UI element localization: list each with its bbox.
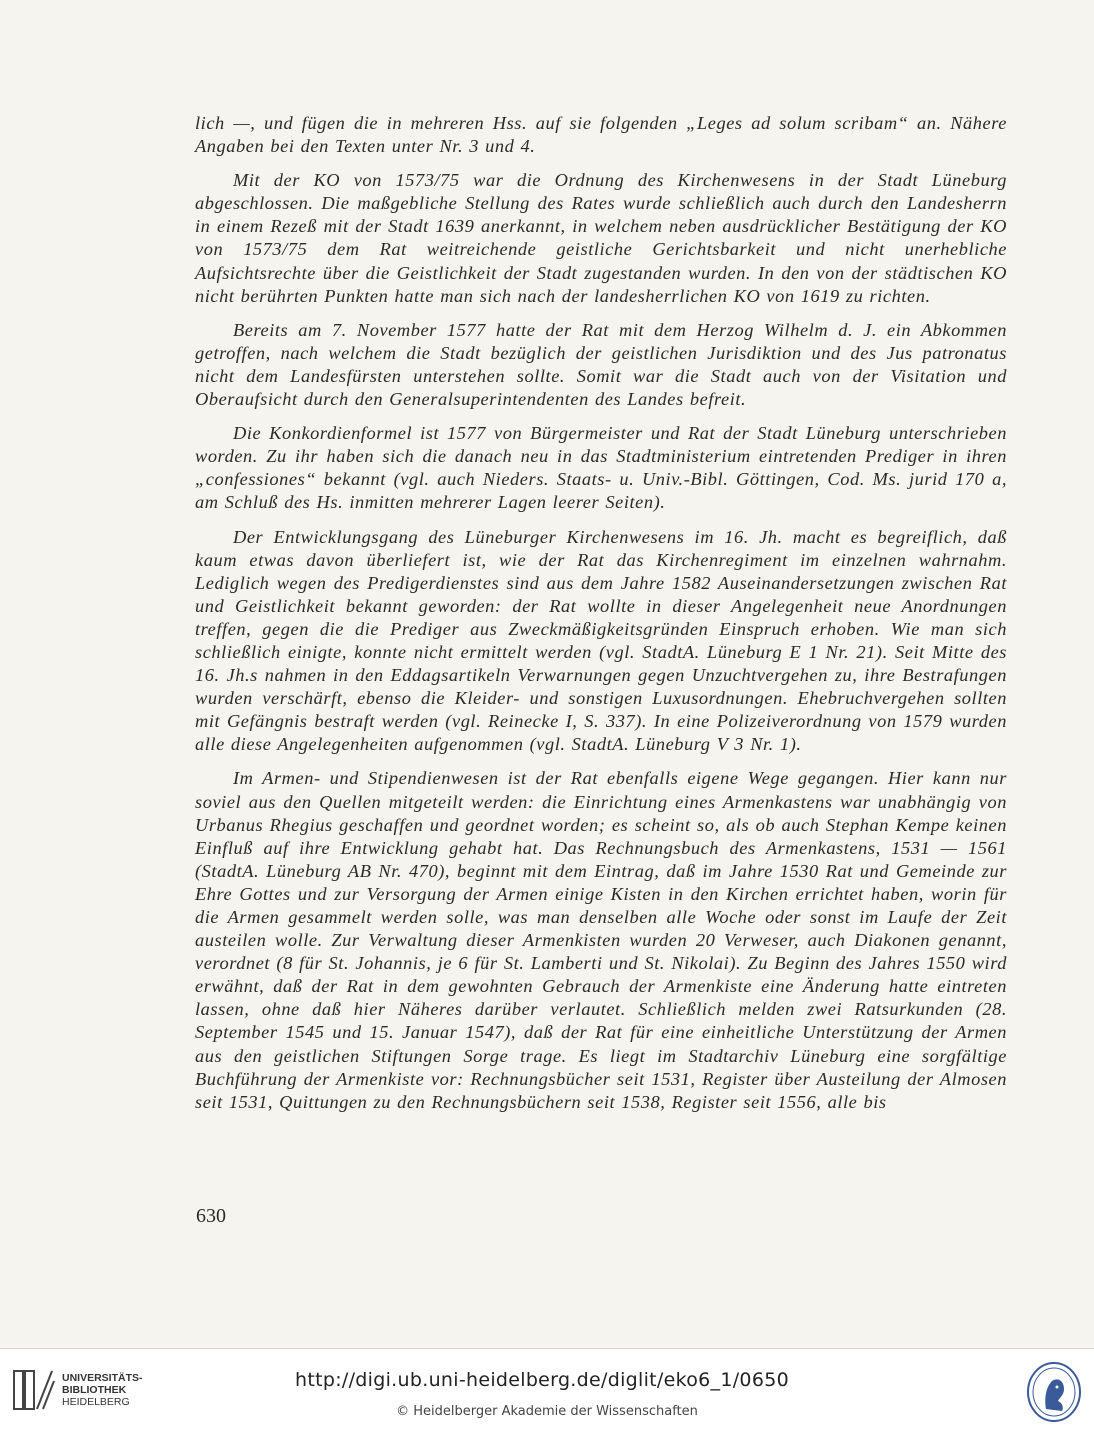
academy-seal-icon	[1026, 1361, 1082, 1423]
paragraph-3: Bereits am 7. November 1577 hatte der Rat mit dem Herzog Wilhelm d. J. ein Abkommen getroffen, nach welchem die Stadt bezüglich der geistlichen Jurisdiktion und des Jus patronatus nicht dem Landesfürsten unterstehen sollte. Somit war die Stadt auch von der Visitation und Oberaufsicht durch den Generalsuperintendenten des Landes befreit.	[195, 319, 1007, 410]
paragraph-4: Die Konkordienformel ist 1577 von Bürgermeister und Rat der Stadt Lüneburg unterschrieben worden. Zu ihr haben sich die danach neu in das Stadtministerium eintretenden Prediger in ihren „confessiones“ bekannt (vgl. auch Nieders. Staats- u. Univ.-Bibl. Göttingen, Cod. Ms. jurid 170 a, am Schluß des Hs. inmitten mehrerer Lagen leerer Seiten).	[195, 423, 1007, 513]
permalink-url[interactable]: http://digi.ub.uni-heidelberg.de/diglit/eko6_1/0650	[295, 1369, 789, 1391]
paragraph-2: Mit der KO von 1573/75 war die Ordnung des Kirchenwesens in der Stadt Lüneburg abgeschlossen. Die maßgebliche Stellung des Rates wurde schließlich auch durch den Landesherrn in einem Rezeß mit der Stadt 1639 anerkannt, in welchem neben ausdrücklicher Bestätigung der KO von 1573/75 dem Rat weitreichende geistliche Gerichtsbarkeit und nicht unerhebliche Aufsichtsrechte über die Geistlichkeit der Stadt zugestanden wurden. In den von der städtischen KO nicht berührten Punkten hatte man sich nach der landesherrlichen KO von 1619 zu richten.	[195, 170, 1007, 306]
paragraph-1: lich —, und fügen die in mehreren Hss. auf sie folgenden „Leges ad solum scribam“ an. Nähere Angaben bei den Texten unter Nr. 3 und 4.	[195, 113, 1007, 157]
footer-bar	[0, 1348, 1094, 1432]
library-name-line1: UNIVERSITÄTS-	[62, 1372, 143, 1384]
paragraph-6: Im Armen- und Stipendienwesen ist der Rat ebenfalls eigene Wege gegangen. Hier kann nur soviel aus den Quellen mitgeteilt werden: die Einrichtung eines Armenkastens war unabhängig von Urbanus Rhegius geschaffen und geordnet worden; es scheint so, als ob auch Stephan Kempe keinen Einfluß auf ihre Entwicklung gehabt hat. Das Rechnungsbuch des Armenkastens, 1531 — 1561 (StadtA. Lüneburg AB Nr. 470), beginnt mit dem Eintrag, daß im Jahre 1530 Rat und Gemeinde zur Ehre Gottes und zur Versorgung der Armen einige Kisten in den Kirchen errichtet haben, worin für die Armen gesammelt werden solle, was man denselben alle Woche oder sonst im Laufe der Zeit austeilen wolle. Zur Verwaltung dieser Armenkisten wurden 20 Verweser, auch Diakonen genannt, verordnet (8 für St. Johannis, je 6 für St. Lamberti und St. Nikolai). Zu Beginn des Jahres 1550 wird erwähnt, daß der Rat in dem gewohnten Gebrauch der Armenkiste eine Änderung hatte eintreten lassen, ohne daß hier Näheres darüber verlautet. Schließlich melden zwei Ratsurkunden (28. September 1545 und 15. Januar 1547), daß der Rat für eine einheitliche Unterstützung der Armen aus den geistlichen Stiftungen Sorge trage. Es liegt im Stadtarchiv Lüneburg eine sorgfältige Buchführung der Armenkiste vor: Rechnungsbücher seit 1531, Register über Austeilung der Almosen seit 1531, Quittungen zu den Rechnungsbüchern seit 1538, Register seit 1556, alle bis	[195, 768, 1007, 1112]
library-name-line3: HEIDELBERG	[62, 1396, 130, 1408]
copyright-notice: © Heidelberger Akademie der Wissenschaften	[396, 1404, 698, 1419]
page-number: 630	[196, 1205, 226, 1227]
library-name-line2: BIBLIOTHEK	[62, 1384, 127, 1396]
body-text	[195, 112, 1007, 1125]
paragraph-5: Der Entwicklungsgang des Lüneburger Kirchenwesens im 16. Jh. macht es begreiflich, daß kaum etwas davon überliefert ist, wie der Rat das Kirchenregiment im einzelnen wahrnahm. Lediglich wegen des Predigerdienstes sind aus dem Jahre 1582 Auseinandersetzungen zwischen Rat und Geistlichkeit bekannt geworden: der Rat wollte in dieser Angelegenheit neue Anordnungen treffen, gegen die die Prediger aus Zweckmäßigkeitsgründen Einspruch erhoben. Wie man sich schließlich einigte, konnte nicht ermittelt werden (vgl. StadtA. Lüneburg E 1 Nr. 21). Seit Mitte des 16. Jh.s nahmen in den Eddagsartikeln Verwarnungen gegen Unzuchtvergehen zu, ihre Bestrafungen wurden verschärft, ebenso die Kleider- und sonstigen Luxusordnungen. Ehebruchvergehen sollten mit Gefängnis bestraft werden (vgl. Reinecke I, S. 337). In eine Polizeiverordnung von 1579 wurden alle diese Angelegenheiten aufgenommen (vgl. StadtA. Lüneburg V 3 Nr. 1).	[195, 526, 1007, 755]
